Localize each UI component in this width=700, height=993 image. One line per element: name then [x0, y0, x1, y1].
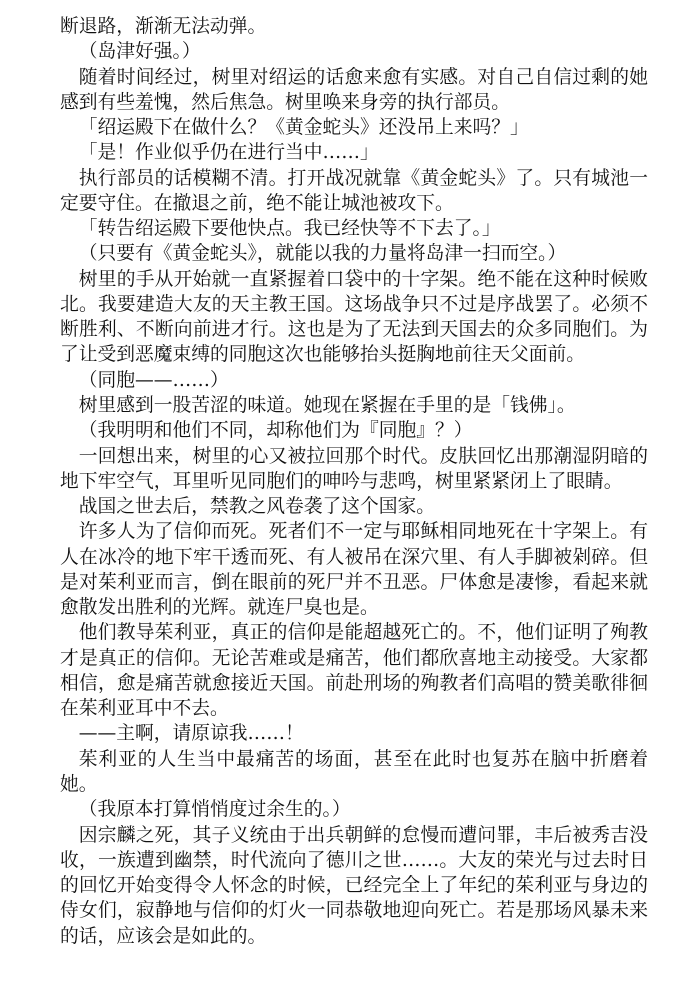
paragraph: 他们教导茱利亚，真正的信仰是能超越死亡的。不，他们证明了殉教才是真正的信仰。无论苦难或是痛苦，他们都欣喜地主动接受。大家都相信，愈是痛苦就愈接近天国。前赴刑场的殉教者们高唱的赞美歌徘徊在茱利亚耳中不去。: [60, 622, 648, 720]
paragraph: 战国之世去后，禁教之风卷袭了这个国家。: [78, 496, 435, 518]
paragraph: 随着时间经过，树里对绍运的话愈来愈有实感。对自己自信过剩的她感到有些羞愧，然后焦急。树里唤来身旁的执行部员。: [60, 66, 648, 113]
paragraph: （我明明和他们不同，却称他们为『同胞』？）: [78, 420, 473, 442]
paragraph: 断退路，渐渐无法动弹。: [60, 16, 267, 37]
paragraph: （我原本打算悄悄度过余生的。）: [78, 799, 351, 821]
paragraph: 因宗麟之死，其子义统由于出兵朝鲜的怠慢而遭问罪，丰后被秀吉没收，一族遭到幽禁，时代流向了德川之世……。大友的荣光与过去时日的回忆开始变得令人怀念的时候，已经完全上了年纪的茱利亚与身边的侍女们，寂静地与信仰的灯火一同恭敬地迎向死亡。若是那场风暴未来的话，应该会是如此的。: [60, 824, 648, 947]
paragraph: （只要有《黄金蛇头》，就能以我的力量将岛津一扫而空。）: [78, 243, 567, 265]
paragraph: 执行部员的话模糊不清。打开战况就靠《黄金蛇头》了。只有城池一定要守住。在撤退之前，绝不能让城池被攻下。: [60, 167, 648, 214]
paragraph: 「是！作业似乎仍在进行当中……」: [78, 142, 379, 164]
text-body: [60, 14, 648, 949]
paragraph: 许多人为了信仰而死。死者们不一定与耶稣相同地死在十字架上。有人在冰冷的地下牢干透而死、有人被吊在深穴里、有人手脚被剁碎。但是对茱利亚而言，倒在眼前的死尸并不丑恶。尸体愈是凄惨，看起来就愈散发出胜利的光辉。就连尸臭也是。: [60, 521, 648, 619]
paragraph: 茱利亚的人生当中最痛苦的场面，甚至在此时也复苏在脑中折磨着她。: [60, 748, 648, 795]
paragraph: 树里感到一股苦涩的味道。她现在紧握在手里的是「钱佛」。: [78, 394, 576, 416]
paragraph: 「转告绍运殿下要他快点。我已经快等不下去了。」: [78, 218, 501, 240]
paragraph: 树里的手从开始就一直紧握着口袋中的十字架。绝不能在这种时候败北。我要建造大友的天主教王国。这场战争只不过是序战罢了。必须不断胜利、不断向前进才行。这也是为了无法到天国去的众多同胞们。为了让受到恶魔束缚的同胞这次也能够抬头挺胸地前往天父面前。: [60, 268, 648, 366]
paragraph: （岛津好强。）: [78, 41, 201, 63]
paragraph: （同胞——……）: [78, 369, 229, 391]
paragraph: 一回想出来，树里的心又被拉回那个时代。皮肤回忆出那潮湿阴暗的地下牢空气，耳里听见同胞们的呻吟与悲鸣，树里紧紧闭上了眼睛。: [60, 445, 648, 492]
paragraph: 「绍运殿下在做什么？《黄金蛇头》还没吊上来吗？」: [78, 117, 529, 139]
paragraph: ——主啊，请原谅我……！: [78, 723, 304, 745]
